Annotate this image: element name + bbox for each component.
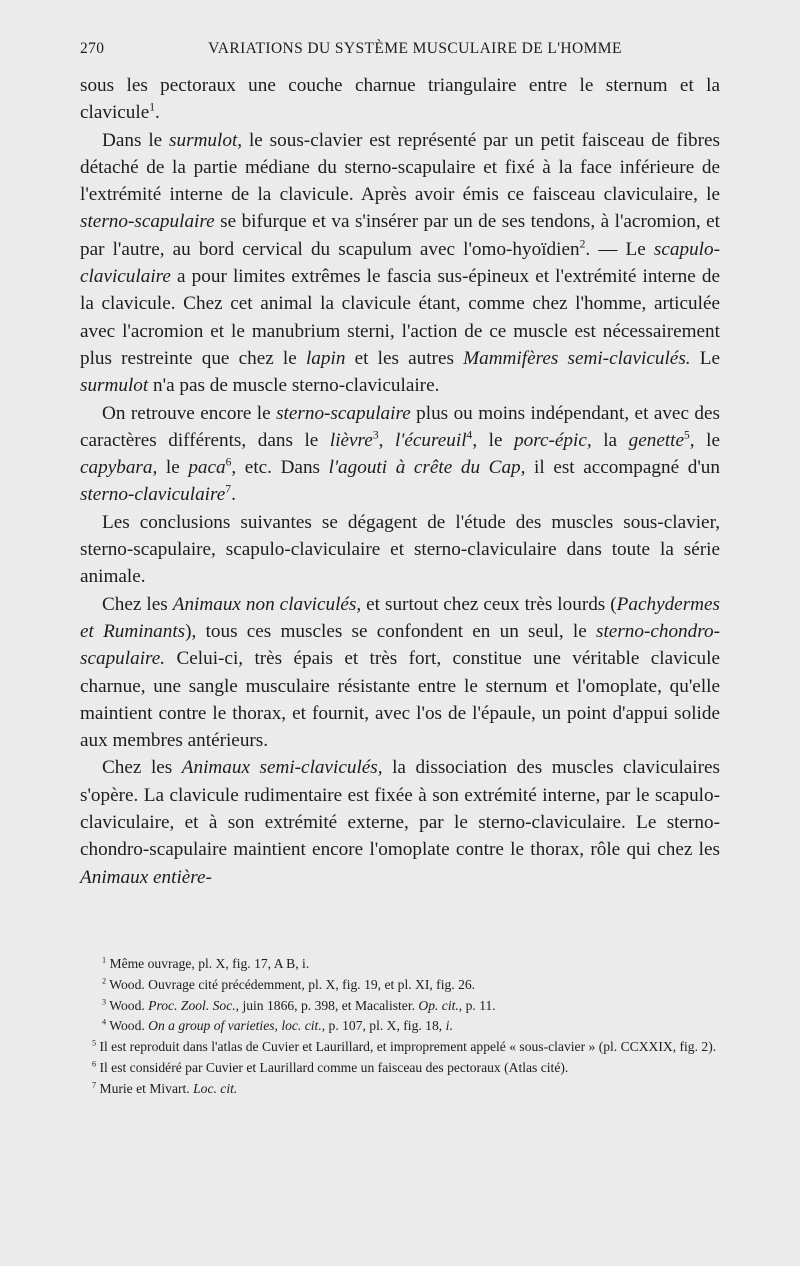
footnote-1: $^1$ Même ouvrage, pl. X, fig. 17, A B, i. — [102, 955, 310, 971]
footnote-ref-4: 4 — [466, 429, 473, 442]
footnote-7: $^7$ Murie et Mivart. Loc. cit. — [92, 1080, 238, 1096]
paragraph-3: On retrouve encore le sterno-scapulaire plus ou moins indépendant, et avec des caractères différents, dans le lièvre$^3$, l'écureuil$^4$, le porc-épic, la genette$^5$, le capybara, le paca$^6$, etc. Dans l'agouti à crête du Cap, il est accompagné d'un sterno-claviculaire$^7$. — [80, 402, 720, 506]
footnote-5: $^5$ Il est reproduit dans l'atlas de Cuvier et Laurillard, et improprement appelé « sous-clavier » (pl. CCXXIX, fig. 2). — [92, 1038, 717, 1055]
footnotes — [80, 954, 720, 1100]
running-header — [80, 40, 720, 64]
page-number: 270 — [80, 40, 105, 57]
footnote-ref-2: 2 — [579, 238, 586, 251]
footnote-ref-6: 6 — [225, 456, 232, 469]
paragraph-1: sous les pectoraux une couche charnue triangulaire entre le sternum et la clavicule$^1$. — [80, 75, 720, 124]
main-text — [80, 72, 720, 891]
footnote-ref-1: 1 — [149, 101, 156, 114]
footnote-3: $^3$ Wood. Proc. Zool. Soc., juin 1866, p. 398, et Macalister. Op. cit., p. 11. — [102, 997, 496, 1013]
footnote-ref-3: 3 — [372, 429, 379, 442]
paragraph-5: Chez les Animaux non claviculés, et surtout chez ceux très lourds (Pachydermes et Ruminants), tous ces muscles se confondent en un seul, le sterno-chondro-scapulaire. Celui-ci, très épais et très fort, constitue une véritable clavicule charnue, une sangle musculaire résistante entre le sternum et l'omoplate, qu'elle maintient contre le thorax, et fournit, avec l'os de l'épaule, un point d'appui solide aux membres antérieurs. — [80, 593, 720, 752]
footnote-ref-5: 5 — [684, 429, 690, 442]
paragraph-2: Dans le surmulot, le sous-clavier est représenté par un petit faisceau de fibres détaché de la partie médiane du sterno-scapulaire et fixé à la face inférieure de l'extrémité interne de la clavicule. Après avoir émis ce faisceau claviculaire, le sterno-scapulaire se bifurque et va s'insérer par un de ses tendons, à l'acromion, et par l'autre, au bord cervical du scapulum avec l'omo-hyoïdien$^2$. — Le scapulo-claviculaire a pour limites extrêmes le fascia sus-épineux et l'extrémité interne de la clavicule. Chez cet animal la clavicule étant, comme chez l'homme, articulée avec l'acromion et le manubrium sterni, l'action de ce muscle est nécessairement plus restreinte que chez le lapin et les autres Mammifères semi-claviculés. Le surmulot n'a pas de muscle sterno-claviculaire. — [80, 129, 721, 397]
paragraph-6: Chez les Animaux semi-claviculés, la dissociation des muscles claviculaires s'opère. La clavicule rudimentaire est fixée à son extrémité interne, par le scapulo-claviculaire, et à son extrémité externe, par le sterno-claviculaire. Le sterno-chondro-scapulaire maintient encore l'omoplate contre le thorax, rôle qui chez les Animaux entière- — [80, 757, 721, 888]
footnote-2: $^2$ Wood. Ouvrage cité précédemment, pl. X, fig. 19, et pl. XI, fig. 26. — [102, 976, 476, 992]
footnote-6: $^6$ Il est considéré par Cuvier et Laurillard comme un faisceau des pectoraux (Atlas cité). — [92, 1059, 569, 1075]
footnote-4: $^4$ Wood. On a group of varieties, loc. cit., p. 107, pl. X, fig. 18, i. — [102, 1017, 453, 1034]
running-title: VARIATIONS DU SYSTÈME MUSCULAIRE DE L'HOMME — [208, 40, 622, 57]
footnote-ref-7: 7 — [225, 484, 232, 497]
paragraph-4: Les conclusions suivantes se dégagent de l'étude des muscles sous-clavier, sterno-scapulaire, scapulo-claviculaire et sterno-claviculaire dans toute la série animale. — [80, 511, 720, 588]
